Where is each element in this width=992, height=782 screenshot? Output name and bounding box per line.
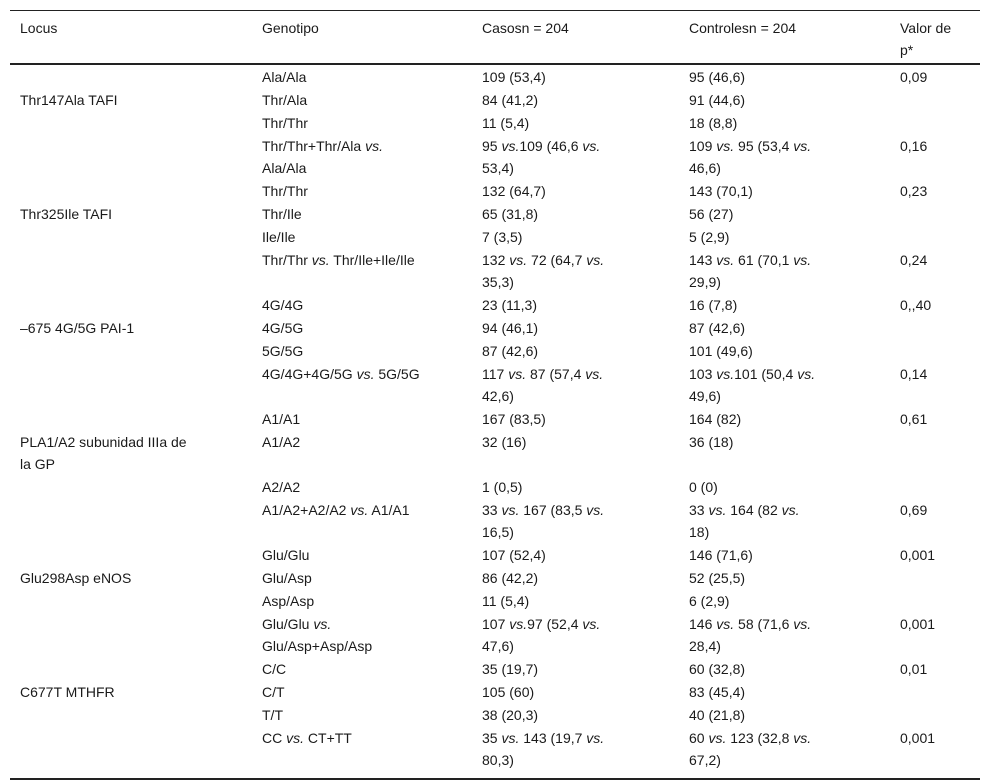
controles-cell: 56 (27) <box>689 206 734 222</box>
casos-cell: 65 (31,8) <box>482 206 539 222</box>
casos-cell: 35 (19,7) <box>482 661 539 677</box>
genotipo-cell: Thr/Thr <box>262 115 308 131</box>
header-valor-p <box>900 17 951 61</box>
genotipo-cell: 4G/4G+4G/5G vs. 5G/5G <box>262 366 420 382</box>
casos-cell: 105 (60) <box>482 684 535 700</box>
casos-cell: 132 (64,7) <box>482 183 546 199</box>
locus-name: Glu298Asp eNOS <box>20 570 132 586</box>
genotipo-cell: Asp/Asp <box>262 593 315 609</box>
header-casos <box>482 17 569 39</box>
casos-cell: 23 (11,3) <box>482 297 537 313</box>
casos-cell: 86 (42,2) <box>482 570 539 586</box>
p-value-cell: 0,24 <box>900 252 928 268</box>
controles-cell: 87 (42,6) <box>689 320 746 336</box>
controles-cell: 146 (71,6) <box>689 547 753 563</box>
p-value-cell: 0,001 <box>900 730 936 746</box>
locus-name: PLA1/A2 subunidad IIIa de la GP <box>20 434 187 472</box>
casos-cell: 107 (52,4) <box>482 547 546 563</box>
controles-cell: 103 vs.101 (50,4 vs. 49,6) <box>689 366 816 404</box>
locus-name: Thr147Ala TAFI <box>20 92 118 108</box>
controles-cell: 109 vs. 95 (53,4 vs. 46,6) <box>689 138 812 176</box>
casos-cell: 7 (3,5) <box>482 229 523 245</box>
controles-cell: 52 (25,5) <box>689 570 746 586</box>
controles-cell: 101 (49,6) <box>689 343 753 359</box>
p-value-cell: 0,01 <box>900 661 928 677</box>
controles-cell: 91 (44,6) <box>689 92 746 108</box>
header-valor-line1: Valor de <box>900 20 952 36</box>
casos-cell: 117 vs. 87 (57,4 vs. 42,6) <box>482 366 604 404</box>
header-locus: Locus <box>20 20 58 36</box>
genotipo-cell: Thr/Thr+Thr/Ala vs. Ala/Ala <box>262 138 383 176</box>
genotipo-cell: A1/A2+A2/A2 vs. A1/A1 <box>262 502 410 518</box>
controles-cell: 16 (7,8) <box>689 297 738 313</box>
genotipo-cell: CC vs. CT+TT <box>262 730 352 746</box>
locus-name: –675 4G/5G PAI-1 <box>20 320 135 336</box>
p-value-cell: 0,,40 <box>900 297 932 313</box>
genotipo-cell: Glu/Glu <box>262 547 310 563</box>
p-value-cell: 0,23 <box>900 183 928 199</box>
locus-name: Thr325Ile TAFI <box>20 206 113 222</box>
controles-cell: 18 (8,8) <box>689 115 738 131</box>
casos-cell: 132 vs. 72 (64,7 vs. 35,3) <box>482 252 605 290</box>
controles-cell: 146 vs. 58 (71,6 vs. 28,4) <box>689 616 812 654</box>
controles-cell: 5 (2,9) <box>689 229 730 245</box>
controles-cell: 40 (21,8) <box>689 707 746 723</box>
genotipo-cell: Thr/Ile <box>262 206 302 222</box>
controles-cell: 95 (46,6) <box>689 69 746 85</box>
controles-cell: 60 (32,8) <box>689 661 746 677</box>
header-genotipo: Genotipo <box>262 20 319 36</box>
casos-cell: 95 vs.109 (46,6 vs. 53,4) <box>482 138 601 176</box>
p-value-cell: 0,61 <box>900 411 928 427</box>
genotipo-cell: Thr/Thr <box>262 183 308 199</box>
controles-cell: 143 (70,1) <box>689 183 753 199</box>
casos-cell: 32 (16) <box>482 434 527 450</box>
header-valor-line2: p* <box>900 42 914 58</box>
casos-cell: 35 vs. 143 (19,7 vs. 80,3) <box>482 730 605 768</box>
table-top-rule <box>10 10 980 11</box>
casos-cell: 87 (42,6) <box>482 343 539 359</box>
genotipo-cell: C/T <box>262 684 285 700</box>
genotipo-cell: A1/A2 <box>262 434 301 450</box>
genotipo-cell: 4G/4G <box>262 297 304 313</box>
controles-cell: 60 vs. 123 (32,8 vs. 67,2) <box>689 730 812 768</box>
p-value-cell: 0,14 <box>900 366 928 382</box>
casos-cell: 11 (5,4) <box>482 593 530 609</box>
header-controles <box>689 17 796 39</box>
casos-cell: 84 (41,2) <box>482 92 539 108</box>
genotipo-cell: T/T <box>262 707 283 723</box>
p-value-cell: 0,001 <box>900 616 936 632</box>
header-controles-text: Controlesn = 204 <box>689 20 797 36</box>
header-casos-text: Casosn = 204 <box>482 20 569 36</box>
genotipo-cell: Glu/Asp <box>262 570 312 586</box>
genotipo-cell: Thr/Thr vs. Thr/Ile+Ile/Ile <box>262 252 415 268</box>
genotipo-cell: Ile/Ile <box>262 229 296 245</box>
controles-cell: 0 (0) <box>689 479 718 495</box>
genotipo-cell: A1/A1 <box>262 411 301 427</box>
p-value-cell: 0,09 <box>900 69 928 85</box>
genotipo-cell: 5G/5G <box>262 343 304 359</box>
casos-cell: 33 vs. 167 (83,5 vs. 16,5) <box>482 502 605 540</box>
casos-cell: 94 (46,1) <box>482 320 539 336</box>
p-value-cell: 0,16 <box>900 138 928 154</box>
casos-cell: 11 (5,4) <box>482 115 530 131</box>
controles-cell: 36 (18) <box>689 434 734 450</box>
table-bottom-rule <box>10 778 980 780</box>
casos-cell: 109 (53,4) <box>482 69 546 85</box>
controles-cell: 164 (82) <box>689 411 742 427</box>
p-value-cell: 0,001 <box>900 547 936 563</box>
casos-cell: 38 (20,3) <box>482 707 539 723</box>
locus-name: C677T MTHFR <box>20 684 115 700</box>
p-value-cell: 0,69 <box>900 502 928 518</box>
controles-cell: 143 vs. 61 (70,1 vs. 29,9) <box>689 252 812 290</box>
casos-cell: 167 (83,5) <box>482 411 546 427</box>
genotipo-cell: A2/A2 <box>262 479 301 495</box>
genotipo-cell: Thr/Ala <box>262 92 308 108</box>
header-bottom-rule <box>10 63 980 65</box>
controles-cell: 33 vs. 164 (82 vs. 18) <box>689 502 800 540</box>
genotipo-cell: Ala/Ala <box>262 69 307 85</box>
controles-cell: 6 (2,9) <box>689 593 730 609</box>
genotipo-cell: C/C <box>262 661 287 677</box>
casos-cell: 1 (0,5) <box>482 479 523 495</box>
genotipo-cell: Glu/Glu vs. Glu/Asp+Asp/Asp <box>262 616 373 654</box>
genotipo-cell: 4G/5G <box>262 320 304 336</box>
controles-cell: 83 (45,4) <box>689 684 746 700</box>
casos-cell: 107 vs.97 (52,4 vs. 47,6) <box>482 616 601 654</box>
